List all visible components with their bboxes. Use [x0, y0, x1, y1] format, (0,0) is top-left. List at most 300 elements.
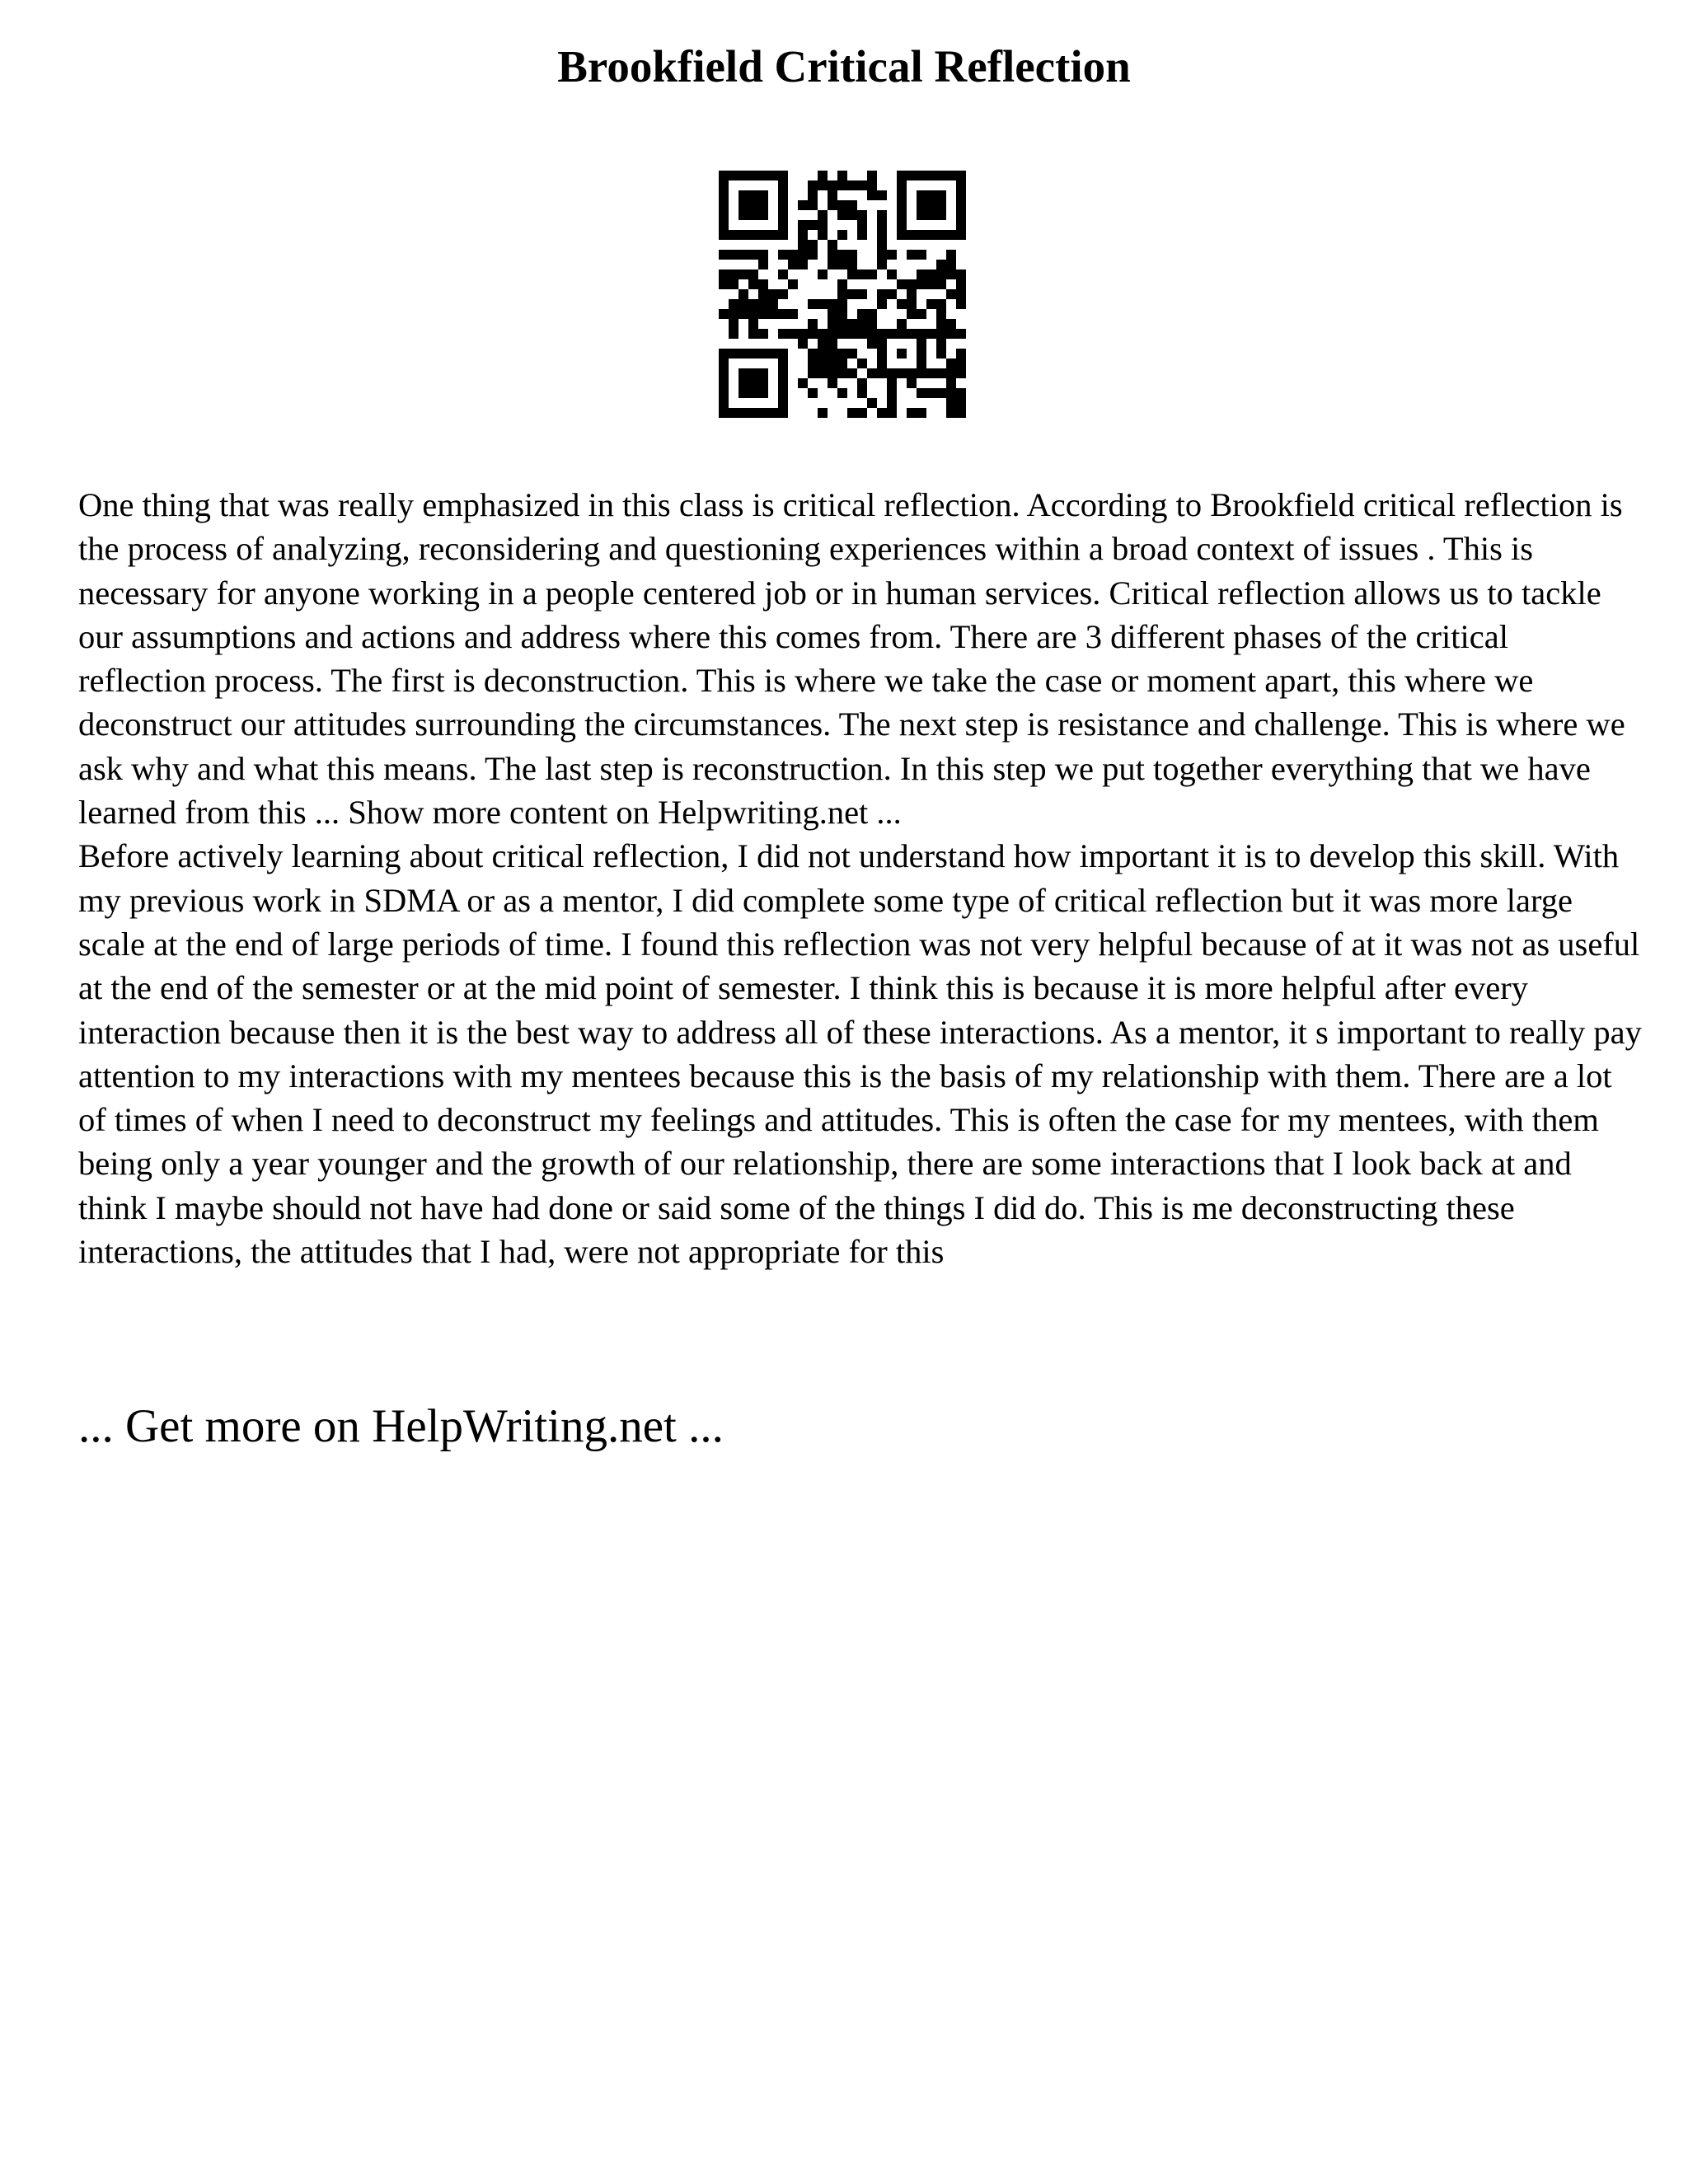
qr-module: [946, 359, 956, 368]
qr-module: [837, 299, 847, 309]
qr-module: [778, 349, 788, 359]
qr-module: [818, 339, 828, 349]
qr-module: [956, 220, 966, 230]
qr-module: [798, 220, 808, 230]
qr-module: [748, 171, 758, 180]
qr-module: [738, 408, 748, 418]
qr-module: [897, 220, 907, 230]
qr-module: [907, 299, 917, 309]
qr-module: [936, 319, 946, 329]
qr-module: [946, 319, 956, 329]
qr-module: [768, 349, 778, 359]
qr-module: [818, 230, 828, 240]
qr-module: [837, 230, 847, 240]
qr-module: [738, 309, 748, 319]
qr-module: [887, 398, 897, 408]
qr-module: [946, 388, 956, 398]
qr-module: [748, 378, 758, 388]
qr-module: [738, 368, 748, 378]
qr-module: [936, 260, 946, 269]
qr-module: [828, 309, 837, 319]
qr-module: [748, 279, 758, 289]
qr-module: [719, 200, 729, 210]
qr-module: [748, 329, 758, 339]
qr-module: [917, 329, 926, 339]
qr-module: [768, 289, 778, 299]
qr-module: [729, 349, 738, 359]
qr-module: [867, 180, 877, 190]
qr-module: [857, 269, 867, 279]
qr-module: [867, 398, 877, 408]
qr-module: [837, 309, 847, 319]
qr-module: [798, 240, 808, 250]
qr-module: [818, 210, 828, 220]
qr-module: [758, 250, 768, 260]
qr-module: [738, 289, 748, 299]
qr-code-icon[interactable]: [719, 171, 966, 418]
qr-module: [867, 171, 877, 180]
qr-module: [837, 368, 847, 378]
qr-module: [936, 279, 946, 289]
qr-module: [857, 408, 867, 418]
qr-module: [778, 210, 788, 220]
qr-module: [837, 319, 847, 329]
qr-module: [887, 289, 897, 299]
qr-module: [818, 171, 828, 180]
qr-module: [748, 190, 758, 200]
qr-module: [907, 250, 917, 260]
qr-module: [956, 171, 966, 180]
paragraph-2: Before actively learning about critical reflection, I did not understand how important it is to develop this skill. With my previous work in SDMA or as a mentor, I did complete some type of critical reflection but it was more large scale at the end of large periods of time. I found this reflection was not very helpful because of at it was not as useful at the end of the semester or at the mid point of semester. I think this is because it is more helpful after every interaction because then it is the best way to address all of these interactions. As a mentor, it s important to really pay attention to my interactions with my mentees because this is the basis of my relationship with them. There are a lot of times of when I need to deconstruct my feelings and attitudes. This is often the case for my mentees, with them being only a year younger and the growth of our relationship, there are some interactions that I look back at and think I maybe should not have had done or said some of the things I did do. This is me deconstructing these interactions, the attitudes that I had, were not appropriate for this: [78, 837, 1642, 1271]
qr-module: [828, 359, 837, 368]
qr-module: [936, 349, 946, 359]
qr-module: [719, 388, 729, 398]
qr-module: [758, 368, 768, 378]
qr-module: [956, 210, 966, 220]
qr-module: [956, 408, 966, 418]
qr-module: [758, 408, 768, 418]
qr-module: [738, 299, 748, 309]
qr-module: [828, 368, 837, 378]
qr-module: [897, 319, 907, 329]
qr-module: [788, 279, 798, 289]
qr-module: [946, 408, 956, 418]
qr-module: [936, 269, 946, 279]
qr-module: [907, 279, 917, 289]
qr-module: [818, 368, 828, 378]
qr-module: [926, 299, 936, 309]
qr-module: [818, 408, 828, 418]
qr-module: [956, 200, 966, 210]
qr-module: [729, 329, 738, 339]
qr-module: [917, 171, 926, 180]
qr-module: [897, 279, 907, 289]
qr-module: [837, 171, 847, 180]
qr-module: [828, 339, 837, 349]
qr-module: [768, 171, 778, 180]
qr-module: [778, 250, 788, 260]
qr-module: [719, 210, 729, 220]
qr-module: [877, 220, 887, 230]
qr-module: [828, 200, 837, 210]
qr-module: [818, 349, 828, 359]
qr-module: [917, 200, 926, 210]
qr-module: [917, 408, 926, 418]
qr-module: [917, 359, 926, 368]
get-more-link[interactable]: ... Get more on HelpWriting.net ...: [78, 1400, 724, 1452]
qr-module: [897, 349, 907, 359]
qr-module: [936, 368, 946, 378]
qr-module: [907, 309, 917, 319]
qr-module: [798, 250, 808, 260]
qr-module: [837, 210, 847, 220]
qr-module: [917, 368, 926, 378]
qr-module: [758, 190, 768, 200]
qr-module: [956, 359, 966, 368]
qr-module: [926, 269, 936, 279]
qr-module: [887, 368, 897, 378]
qr-module: [828, 250, 837, 260]
qr-module: [847, 260, 857, 269]
qr-module: [956, 279, 966, 289]
qr-module: [877, 368, 887, 378]
qr-module: [748, 230, 758, 240]
qr-module: [917, 309, 926, 319]
qr-module: [719, 220, 729, 230]
qr-module: [936, 230, 946, 240]
qr-module: [758, 388, 768, 398]
qr-module: [768, 299, 778, 309]
qr-module: [808, 250, 818, 260]
qr-module: [926, 171, 936, 180]
qr-module: [758, 260, 768, 269]
qr-module: [818, 359, 828, 368]
qr-module: [758, 171, 768, 180]
qr-module: [748, 388, 758, 398]
qr-module: [818, 329, 828, 339]
qr-module: [897, 200, 907, 210]
qr-module: [926, 190, 936, 200]
qr-module: [778, 230, 788, 240]
qr-module: [778, 388, 788, 398]
qr-module: [897, 171, 907, 180]
qr-module: [956, 398, 966, 408]
qr-module: [956, 289, 966, 299]
qr-module: [877, 190, 887, 200]
qr-module: [877, 260, 887, 269]
qr-module: [847, 329, 857, 339]
qr-code-graphic: [719, 171, 966, 418]
qr-module: [867, 339, 877, 349]
qr-module: [738, 200, 748, 210]
qr-module: [748, 349, 758, 359]
qr-module: [917, 190, 926, 200]
qr-module: [808, 240, 818, 250]
qr-module: [719, 368, 729, 378]
qr-module: [897, 180, 907, 190]
qr-module: [887, 388, 897, 398]
qr-module: [719, 349, 729, 359]
qr-module: [926, 368, 936, 378]
qr-module: [778, 220, 788, 230]
qr-module: [877, 299, 887, 309]
qr-module: [719, 309, 729, 319]
qr-module: [917, 269, 926, 279]
qr-module: [897, 368, 907, 378]
qr-module: [808, 200, 818, 210]
qr-module: [808, 220, 818, 230]
qr-module: [738, 171, 748, 180]
qr-module: [867, 329, 877, 339]
qr-module: [808, 388, 818, 398]
qr-module: [926, 230, 936, 240]
qr-module: [946, 269, 956, 279]
qr-module: [738, 388, 748, 398]
qr-module: [897, 230, 907, 240]
qr-module: [778, 289, 788, 299]
qr-module: [758, 309, 768, 319]
qr-module: [719, 359, 729, 368]
qr-module: [788, 250, 798, 260]
qr-module: [857, 359, 867, 368]
qr-module: [758, 349, 768, 359]
qr-module: [857, 388, 867, 398]
qr-module: [828, 329, 837, 339]
qr-module: [926, 329, 936, 339]
qr-module: [818, 220, 828, 230]
qr-module: [877, 359, 887, 368]
qr-module: [956, 230, 966, 240]
qr-module: [729, 171, 738, 180]
qr-module: [778, 200, 788, 210]
qr-module: [738, 378, 748, 388]
qr-module: [808, 349, 818, 359]
qr-module: [778, 408, 788, 418]
qr-module: [887, 269, 897, 279]
qr-module: [847, 210, 857, 220]
qr-module: [758, 279, 768, 289]
qr-module: [926, 388, 936, 398]
qr-module: [926, 210, 936, 220]
qr-module: [926, 279, 936, 289]
qr-module: [956, 269, 966, 279]
qr-module: [857, 319, 867, 329]
qr-module: [778, 359, 788, 368]
qr-module: [719, 171, 729, 180]
qr-module: [729, 309, 738, 319]
qr-module: [877, 349, 887, 359]
qr-module: [847, 289, 857, 299]
qr-module: [837, 200, 847, 210]
qr-module: [956, 190, 966, 200]
qr-module: [946, 289, 956, 299]
qr-module: [808, 190, 818, 200]
qr-module: [828, 260, 837, 269]
qr-module: [768, 309, 778, 319]
qr-module: [857, 230, 867, 240]
qr-module: [867, 309, 877, 319]
qr-module: [887, 250, 897, 260]
qr-module: [847, 200, 857, 210]
qr-module: [907, 329, 917, 339]
qr-module: [828, 378, 837, 388]
qr-module: [946, 398, 956, 408]
qr-module: [847, 408, 857, 418]
qr-module: [936, 210, 946, 220]
qr-module: [719, 408, 729, 418]
qr-module: [946, 329, 956, 339]
qr-module: [847, 368, 857, 378]
qr-module: [946, 368, 956, 378]
qr-module: [956, 349, 966, 359]
qr-module: [946, 260, 956, 269]
qr-module: [828, 190, 837, 200]
qr-module: [907, 408, 917, 418]
qr-module: [917, 210, 926, 220]
qr-module: [936, 329, 946, 339]
qr-module: [808, 368, 818, 378]
qr-module: [758, 289, 768, 299]
qr-module: [808, 180, 818, 190]
qr-module: [936, 190, 946, 200]
qr-module: [857, 210, 867, 220]
qr-module: [877, 210, 887, 220]
qr-module: [719, 378, 729, 388]
qr-module: [738, 230, 748, 240]
qr-module: [748, 250, 758, 260]
qr-module: [818, 269, 828, 279]
qr-module: [857, 309, 867, 319]
qr-module: [748, 309, 758, 319]
qr-module: [729, 408, 738, 418]
qr-module: [837, 388, 847, 398]
qr-module: [926, 200, 936, 210]
qr-module: [798, 329, 808, 339]
qr-module: [877, 408, 887, 418]
qr-module: [917, 230, 926, 240]
qr-module: [828, 299, 837, 309]
qr-module: [867, 319, 877, 329]
qr-module: [788, 260, 798, 269]
qr-module: [729, 319, 738, 329]
qr-module: [946, 230, 956, 240]
qr-module: [828, 180, 837, 190]
qr-module: [778, 180, 788, 190]
qr-module: [729, 269, 738, 279]
qr-module: [778, 190, 788, 200]
qr-module: [917, 339, 926, 349]
qr-module: [719, 398, 729, 408]
qr-module: [758, 299, 768, 309]
qr-module: [887, 329, 897, 339]
qr-module: [778, 368, 788, 378]
qr-module: [818, 180, 828, 190]
qr-module: [936, 171, 946, 180]
qr-module: [936, 309, 946, 319]
qr-module: [778, 309, 788, 319]
qr-module: [738, 349, 748, 359]
qr-module: [917, 388, 926, 398]
qr-module: [847, 180, 857, 190]
qr-module: [917, 250, 926, 260]
qr-module: [956, 180, 966, 190]
qr-module: [847, 319, 857, 329]
qr-module: [729, 279, 738, 289]
qr-module: [758, 378, 768, 388]
qr-module: [729, 230, 738, 240]
qr-module: [748, 319, 758, 329]
qr-module: [758, 329, 768, 339]
qr-module: [907, 289, 917, 299]
qr-module: [738, 210, 748, 220]
qr-module: [946, 250, 956, 260]
qr-module: [798, 339, 808, 349]
qr-module: [719, 230, 729, 240]
qr-module: [907, 230, 917, 240]
qr-module: [837, 289, 847, 299]
qr-module: [778, 329, 788, 339]
qr-module: [768, 230, 778, 240]
qr-module: [808, 299, 818, 309]
qr-module: [837, 279, 847, 289]
qr-module: [719, 279, 729, 289]
qr-module: [798, 378, 808, 388]
qr-module: [857, 378, 867, 388]
qr-module: [828, 240, 837, 250]
qr-module: [857, 180, 867, 190]
qr-module: [847, 269, 857, 279]
qr-module: [946, 378, 956, 388]
qr-module: [837, 349, 847, 359]
qr-module: [798, 260, 808, 269]
qr-module: [956, 299, 966, 309]
document-title: Brookfield Critical Reflection: [557, 41, 1131, 91]
qr-module: [867, 269, 877, 279]
qr-module: [877, 339, 887, 349]
qr-module: [936, 339, 946, 349]
qr-module: [887, 408, 897, 418]
qr-module: [867, 190, 877, 200]
qr-module: [719, 250, 729, 260]
qr-module: [877, 250, 887, 260]
qr-module: [778, 398, 788, 408]
qr-module: [748, 408, 758, 418]
qr-module: [719, 180, 729, 190]
qr-module: [738, 190, 748, 200]
qr-module: [729, 250, 738, 260]
qr-module: [748, 299, 758, 309]
qr-module: [887, 378, 897, 388]
qr-module: [867, 368, 877, 378]
qr-module: [808, 329, 818, 339]
qr-module: [729, 299, 738, 309]
qr-module: [907, 378, 917, 388]
qr-module: [748, 200, 758, 210]
qr-module: [877, 230, 887, 240]
qr-module: [748, 269, 758, 279]
qr-module: [946, 171, 956, 180]
qr-module: [738, 250, 748, 260]
qr-module: [778, 171, 788, 180]
qr-module: [828, 319, 837, 329]
qr-module: [758, 210, 768, 220]
qr-module: [917, 349, 926, 359]
qr-module: [857, 329, 867, 339]
qr-module: [788, 309, 798, 319]
qr-module: [738, 269, 748, 279]
qr-module: [748, 210, 758, 220]
qr-module: [798, 200, 808, 210]
